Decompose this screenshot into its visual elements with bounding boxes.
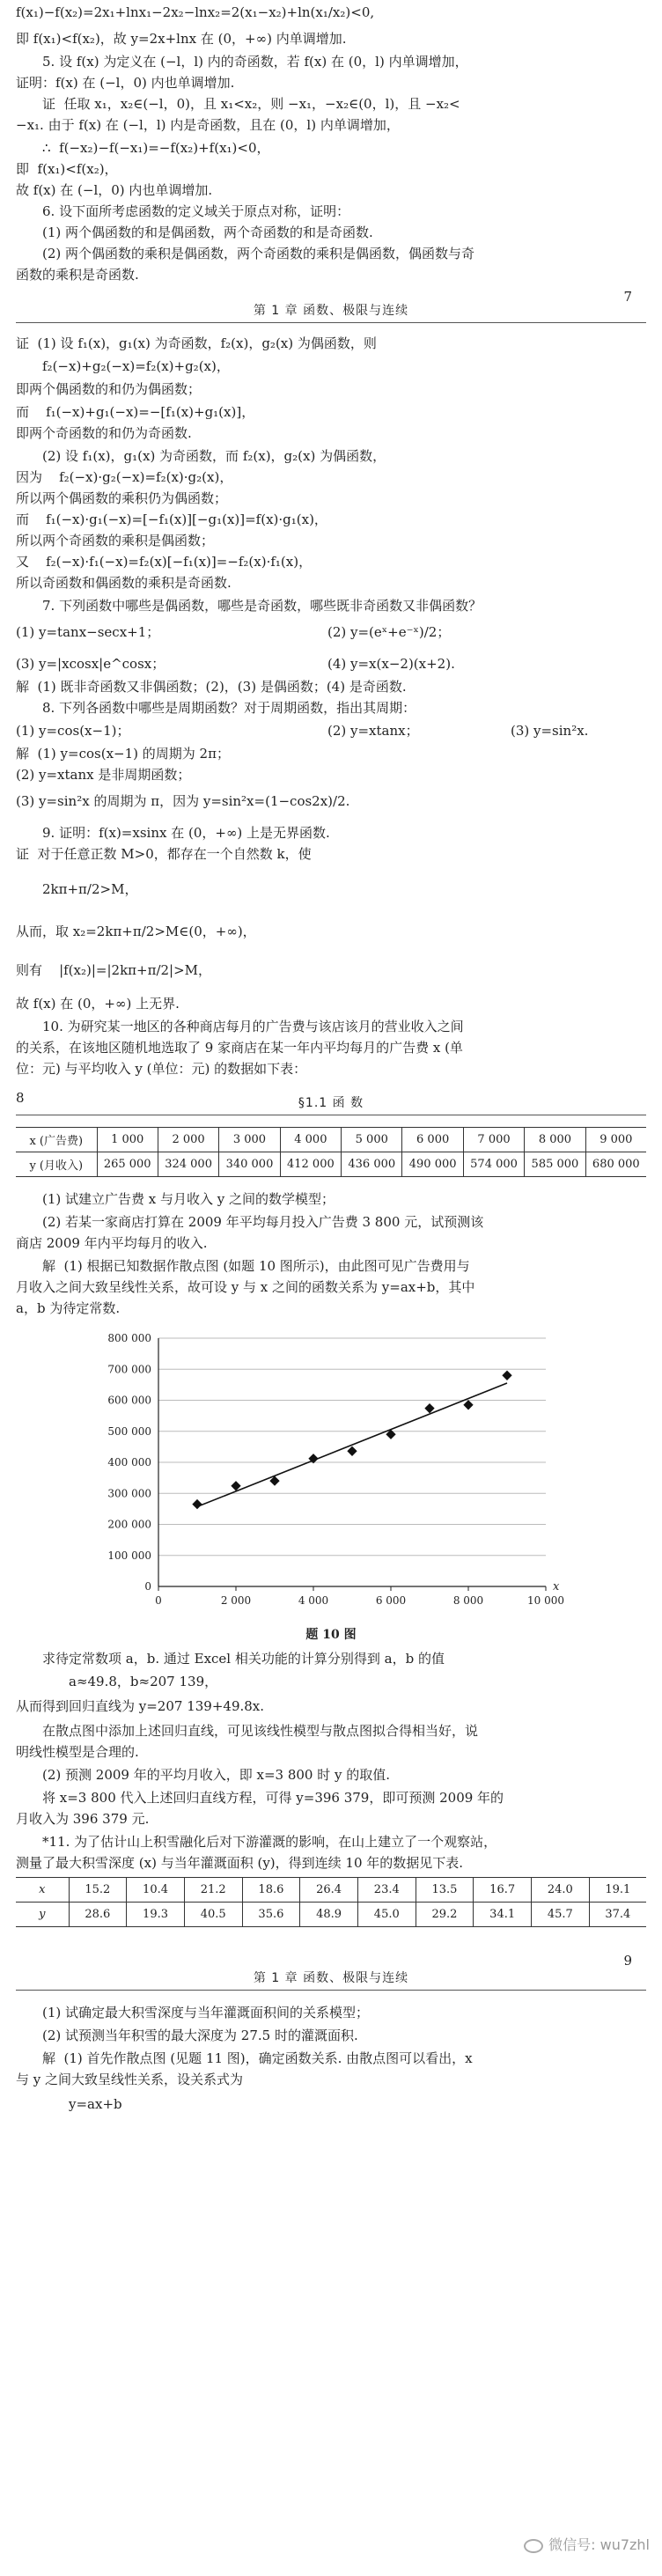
text-line: ∴ f(−x₂)−f(−x₁)=−f(x₂)+f(x₁)<0， bbox=[42, 140, 270, 156]
table-cell: 28.6 bbox=[69, 1903, 127, 1927]
y-tick-label: 0 bbox=[144, 1580, 151, 1593]
table-cell: 265 000 bbox=[97, 1152, 158, 1177]
scatter-chart bbox=[79, 1326, 590, 1616]
text-line: (2) y=xtanx 是非周期函数； bbox=[16, 767, 191, 783]
table-cell: 26.4 bbox=[300, 1878, 358, 1903]
x-tick-label: 10 000 bbox=[527, 1594, 564, 1607]
wechat-icon bbox=[524, 2539, 543, 2553]
formula-line: 而 f₁(−x)·g₁(−x)=[−f₁(x)][−g₁(x)]=f(x)·g₁(x)， bbox=[16, 512, 327, 527]
text-line: 即两个偶函数的和仍为偶函数； bbox=[16, 381, 202, 397]
text-line: 证明：f(x) 在 (−l，0) 内也单调增加. bbox=[16, 75, 235, 91]
x-tick-label: 6 000 bbox=[375, 1594, 407, 1607]
page-number: 8 bbox=[16, 1090, 25, 1106]
header-rule bbox=[16, 1990, 646, 1991]
table-cell: 436 000 bbox=[342, 1152, 402, 1177]
table-cell: 7 000 bbox=[463, 1128, 524, 1152]
text-line: 证 (1) 设 f₁(x)，g₁(x) 为奇函数，f₂(x)，g₂(x) 为偶函数，则 bbox=[16, 335, 377, 351]
data-point bbox=[192, 1499, 202, 1509]
figure-caption: 题 10 图 bbox=[305, 1628, 357, 1642]
formula-line: a≈49.8，b≈207 139， bbox=[69, 1674, 218, 1689]
x-tick-label: 8 000 bbox=[452, 1594, 484, 1607]
table-cell: 19.3 bbox=[127, 1903, 185, 1927]
page-number: 9 bbox=[623, 1953, 632, 1969]
y-tick-label: 600 000 bbox=[107, 1394, 151, 1407]
text-line: 函数的乘积是奇函数. bbox=[16, 267, 139, 283]
formula-line: 则有 |f(x₂)|=|2kπ+π/2|>M， bbox=[16, 962, 212, 978]
text-line: (2) y=xtanx； bbox=[327, 723, 419, 739]
text-line: (1) y=cos(x−1)； bbox=[16, 723, 130, 739]
formula-line: y=ax+b bbox=[69, 2096, 122, 2112]
text-line: (3) y=|xcosx|e^cosx； bbox=[16, 656, 166, 672]
text-line: 即 f(x₁)<f(x₂)，故 y=2x+lnx 在 (0，+∞) 内单调增加. bbox=[16, 31, 347, 47]
text-line: (2) y=(eˣ+e⁻ˣ)/2； bbox=[327, 624, 451, 640]
table-cell: 412 000 bbox=[280, 1152, 341, 1177]
page-header-title: 第 1 章 函数、极限与连续 bbox=[253, 304, 409, 318]
table-row-header: x bbox=[16, 1878, 69, 1903]
text-line: (2) 两个偶函数的乘积是偶函数，两个奇函数的乘积是偶函数，偶函数与奇 bbox=[42, 246, 475, 261]
formula-line: 因为 f₂(−x)·g₂(−x)=f₂(x)·g₂(x)， bbox=[16, 469, 233, 485]
header-rule bbox=[16, 322, 646, 323]
page-header-title: 第 1 章 函数、极限与连续 bbox=[253, 1971, 409, 1985]
text-line: 9. 证明：f(x)=xsinx 在 (0，+∞) 上是无界函数. bbox=[42, 825, 330, 841]
table-cell: 340 000 bbox=[219, 1152, 280, 1177]
table-row-header: y bbox=[16, 1903, 69, 1927]
text-line: 所以奇函数和偶函数的乘积是奇函数. bbox=[16, 575, 232, 591]
table-cell: 9 000 bbox=[585, 1128, 646, 1152]
table-cell: 680 000 bbox=[585, 1152, 646, 1177]
table-cell: 45.7 bbox=[532, 1903, 590, 1927]
table-row bbox=[16, 1152, 646, 1177]
text-line: 解 (1) y=cos(x−1) 的周期为 2π； bbox=[16, 746, 230, 762]
text-line: (1) 两个偶函数的和是偶函数，两个奇函数的和是奇函数. bbox=[42, 224, 373, 240]
table-cell: 29.2 bbox=[416, 1903, 474, 1927]
table-cell: 21.2 bbox=[184, 1878, 242, 1903]
table-row bbox=[16, 1903, 646, 1927]
text-line: 解 (1) 首先作散点图 (见题 11 图)，确定函数关系. 由散点图可以看出，x bbox=[42, 2050, 473, 2066]
data-table-ad-revenue bbox=[16, 1127, 646, 1177]
table-cell: 1 000 bbox=[97, 1128, 158, 1152]
text-line: 商店 2009 年内平均每月的收入. bbox=[16, 1235, 208, 1251]
text-line: 所以两个偶函数的乘积仍为偶函数； bbox=[16, 490, 228, 506]
text-line: f(x₁)−f(x₂)=2x₁+lnx₁−2x₂−lnx₂=2(x₁−x₂)+ln(x₁/x₂)<0, bbox=[16, 4, 375, 20]
text-line: 将 x=3 800 代入上述回归直线方程，可得 y=396 379，即可预测 2009 年的 bbox=[42, 1790, 504, 1806]
x-tick-label: 2 000 bbox=[220, 1594, 252, 1607]
table-cell: 490 000 bbox=[402, 1152, 463, 1177]
table-cell: 10.4 bbox=[127, 1878, 185, 1903]
watermark bbox=[524, 2534, 650, 2554]
text-line: 解 (1) 根据已知数据作散点图 (如题 10 图所示)，由此图可见广告费用与 bbox=[42, 1258, 470, 1274]
text-line: 所以两个奇函数的乘积是偶函数； bbox=[16, 533, 215, 548]
table-cell: 324 000 bbox=[158, 1152, 218, 1177]
text-line: 6. 设下面所考虑函数的定义域关于原点对称，证明： bbox=[42, 203, 350, 219]
text-line: 证 任取 x₁，x₂∈(−l，0)，且 x₁<x₂，则 −x₁，−x₂∈(0，l)，且 −x₂< bbox=[42, 96, 460, 112]
text-line: 8. 下列各函数中哪些是周期函数？对于周期函数，指出其周期： bbox=[42, 700, 416, 716]
text-line: −x₁. 由于 f(x) 在 (−l，l) 内是奇函数，且在 (0，l) 内单调增加， bbox=[16, 117, 400, 133]
text-line: (2) 试预测当年积雪的最大深度为 27.5 时的灌溉面积. bbox=[42, 2028, 358, 2043]
table-cell: 6 000 bbox=[402, 1128, 463, 1152]
watermark-text: 微信号: wu7zhl bbox=[548, 2536, 650, 2553]
x-tick-label: 4 000 bbox=[298, 1594, 329, 1607]
data-point bbox=[502, 1371, 511, 1380]
text-line: (2) 设 f₁(x)，g₁(x) 为奇函数，而 f₂(x)，g₂(x) 为偶函数， bbox=[42, 448, 386, 464]
y-tick-label: 500 000 bbox=[107, 1424, 151, 1438]
text-line: 在散点图中添加上述回归直线，可见该线性模型与散点图拟合得相当好，说 bbox=[42, 1723, 479, 1739]
text-line: (2) 预测 2009 年的平均月收入，即 x=3 800 时 y 的取值. bbox=[42, 1767, 391, 1783]
page-header-title: §1.1 函 数 bbox=[298, 1096, 364, 1110]
text-line: (1) y=tanx−secx+1； bbox=[16, 624, 160, 640]
table-row-header: y (月收入) bbox=[16, 1152, 97, 1177]
table-row bbox=[16, 1878, 646, 1903]
table-row bbox=[16, 1128, 646, 1152]
table-cell: 24.0 bbox=[532, 1878, 590, 1903]
table-cell: 19.1 bbox=[589, 1878, 646, 1903]
text-line: 的关系，在该地区随机地选取了 9 家商店在某一年内平均每月的广告费 x (单 bbox=[16, 1040, 463, 1056]
table-cell: 16.7 bbox=[474, 1878, 532, 1903]
x-axis-label: x bbox=[553, 1580, 560, 1593]
table-cell: 35.6 bbox=[242, 1903, 300, 1927]
text-line: (3) y=sin²x 的周期为 π，因为 y=sin²x=(1−cos2x)/2. bbox=[16, 793, 350, 809]
text-line: *11. 为了估计山上积雪融化后对下游灌溉的影响，在山上建立了一个观察站， bbox=[42, 1834, 497, 1850]
x-tick-label: 0 bbox=[155, 1594, 162, 1607]
table-cell: 4 000 bbox=[280, 1128, 341, 1152]
table-cell: 574 000 bbox=[463, 1152, 524, 1177]
formula-line: 又 f₂(−x)·f₁(−x)=f₂(x)[−f₁(x)]=−f₂(x)·f₁(x)， bbox=[16, 554, 313, 570]
text-line: 求待定常数项 a，b. 通过 Excel 相关功能的计算分别得到 a，b 的值 bbox=[42, 1651, 445, 1667]
table-cell: 585 000 bbox=[525, 1152, 585, 1177]
table-cell: 37.4 bbox=[589, 1903, 646, 1927]
table-cell: 5 000 bbox=[342, 1128, 402, 1152]
table-cell: 15.2 bbox=[69, 1878, 127, 1903]
formula-line: 而 f₁(−x)+g₁(−x)=−[f₁(x)+g₁(x)]， bbox=[16, 404, 255, 420]
text-line: 7. 下列函数中哪些是偶函数，哪些是奇函数，哪些既非奇函数又非偶函数？ bbox=[42, 598, 482, 614]
text-line: (2) 若某一家商店打算在 2009 年平均每月投入广告费 3 800 元，试预测该 bbox=[42, 1214, 484, 1230]
table-cell: 34.1 bbox=[474, 1903, 532, 1927]
text-line: 从而得到回归直线为 y=207 139+49.8x. bbox=[16, 1698, 265, 1714]
data-point bbox=[347, 1446, 357, 1456]
formula-line: f₂(−x)+g₂(−x)=f₂(x)+g₂(x)， bbox=[42, 358, 230, 374]
text-line: 月收入之间大致呈线性关系，故可设 y 与 x 之间的函数关系为 y=ax+b，其中 bbox=[16, 1279, 475, 1295]
text-line: 与 y 之间大致呈线性关系，设关系式为 bbox=[16, 2072, 244, 2087]
text-line: 10. 为研究某一地区的各种商店每月的广告费与该店该月的营业收入之间 bbox=[42, 1019, 464, 1034]
text-line: 月收入为 396 379 元. bbox=[16, 1811, 150, 1827]
table-cell: 48.9 bbox=[300, 1903, 358, 1927]
text-line: 5. 设 f(x) 为定义在 (−l，l) 内的奇函数，若 f(x) 在 (0，l) 内单调增加， bbox=[42, 54, 468, 70]
table-cell: 23.4 bbox=[357, 1878, 416, 1903]
text-line: 明线性模型是合理的. bbox=[16, 1744, 139, 1760]
text-line: 即两个奇函数的和仍为奇函数. bbox=[16, 425, 192, 441]
data-table-snow-irrigation bbox=[16, 1877, 646, 1927]
table-row-header: x (广告费) bbox=[16, 1128, 97, 1152]
text-line: 解 (1) 既非奇函数又非偶函数；(2)，(3) 是偶函数；(4) 是奇函数. bbox=[16, 679, 407, 695]
table-cell: 13.5 bbox=[416, 1878, 474, 1903]
table-cell: 18.6 bbox=[242, 1878, 300, 1903]
text-line: (3) y=sin²x. bbox=[511, 723, 589, 739]
y-tick-label: 300 000 bbox=[107, 1487, 151, 1500]
y-tick-label: 800 000 bbox=[107, 1332, 151, 1344]
text-line: 故 f(x) 在 (−l，0) 内也单调增加. bbox=[16, 182, 213, 198]
text-line: 从而，取 x₂=2kπ+π/2>M∈(0，+∞)， bbox=[16, 924, 256, 939]
page-number: 7 bbox=[623, 289, 632, 305]
table-cell: 8 000 bbox=[525, 1128, 585, 1152]
y-tick-label: 100 000 bbox=[107, 1549, 151, 1562]
table-cell: 2 000 bbox=[158, 1128, 218, 1152]
text-line: 故 f(x) 在 (0，+∞) 上无界. bbox=[16, 996, 180, 1012]
text-line: (1) 试建立广告费 x 与月收入 y 之间的数学模型； bbox=[42, 1191, 335, 1207]
regression-line bbox=[197, 1383, 507, 1506]
text-line: 证 对于任意正数 M>0，都存在一个自然数 k，使 bbox=[16, 846, 312, 862]
text-line: (4) y=x(x−2)(x+2). bbox=[327, 656, 455, 672]
text-line: 位：元) 与平均收入 y (单位：元) 的数据如下表： bbox=[16, 1061, 307, 1077]
table-cell: 3 000 bbox=[219, 1128, 280, 1152]
y-tick-label: 200 000 bbox=[107, 1518, 151, 1531]
text-line: a，b 为待定常数. bbox=[16, 1300, 121, 1316]
table-cell: 45.0 bbox=[357, 1903, 416, 1927]
text-line: (1) 试确定最大积雪深度与当年灌溉面积间的关系模型； bbox=[42, 2005, 370, 2020]
y-tick-label: 700 000 bbox=[107, 1363, 151, 1376]
data-point bbox=[424, 1403, 434, 1413]
text-line: 即 f(x₁)<f(x₂)， bbox=[16, 161, 118, 177]
text-line: 测量了最大积雪深度 (x) 与当年灌溉面积 (y)，得到连续 10 年的数据见下表. bbox=[16, 1855, 464, 1871]
table-cell: 40.5 bbox=[184, 1903, 242, 1927]
y-tick-label: 400 000 bbox=[107, 1456, 151, 1468]
data-point bbox=[463, 1400, 473, 1409]
formula-line: 2kπ+π/2>M， bbox=[42, 881, 138, 897]
